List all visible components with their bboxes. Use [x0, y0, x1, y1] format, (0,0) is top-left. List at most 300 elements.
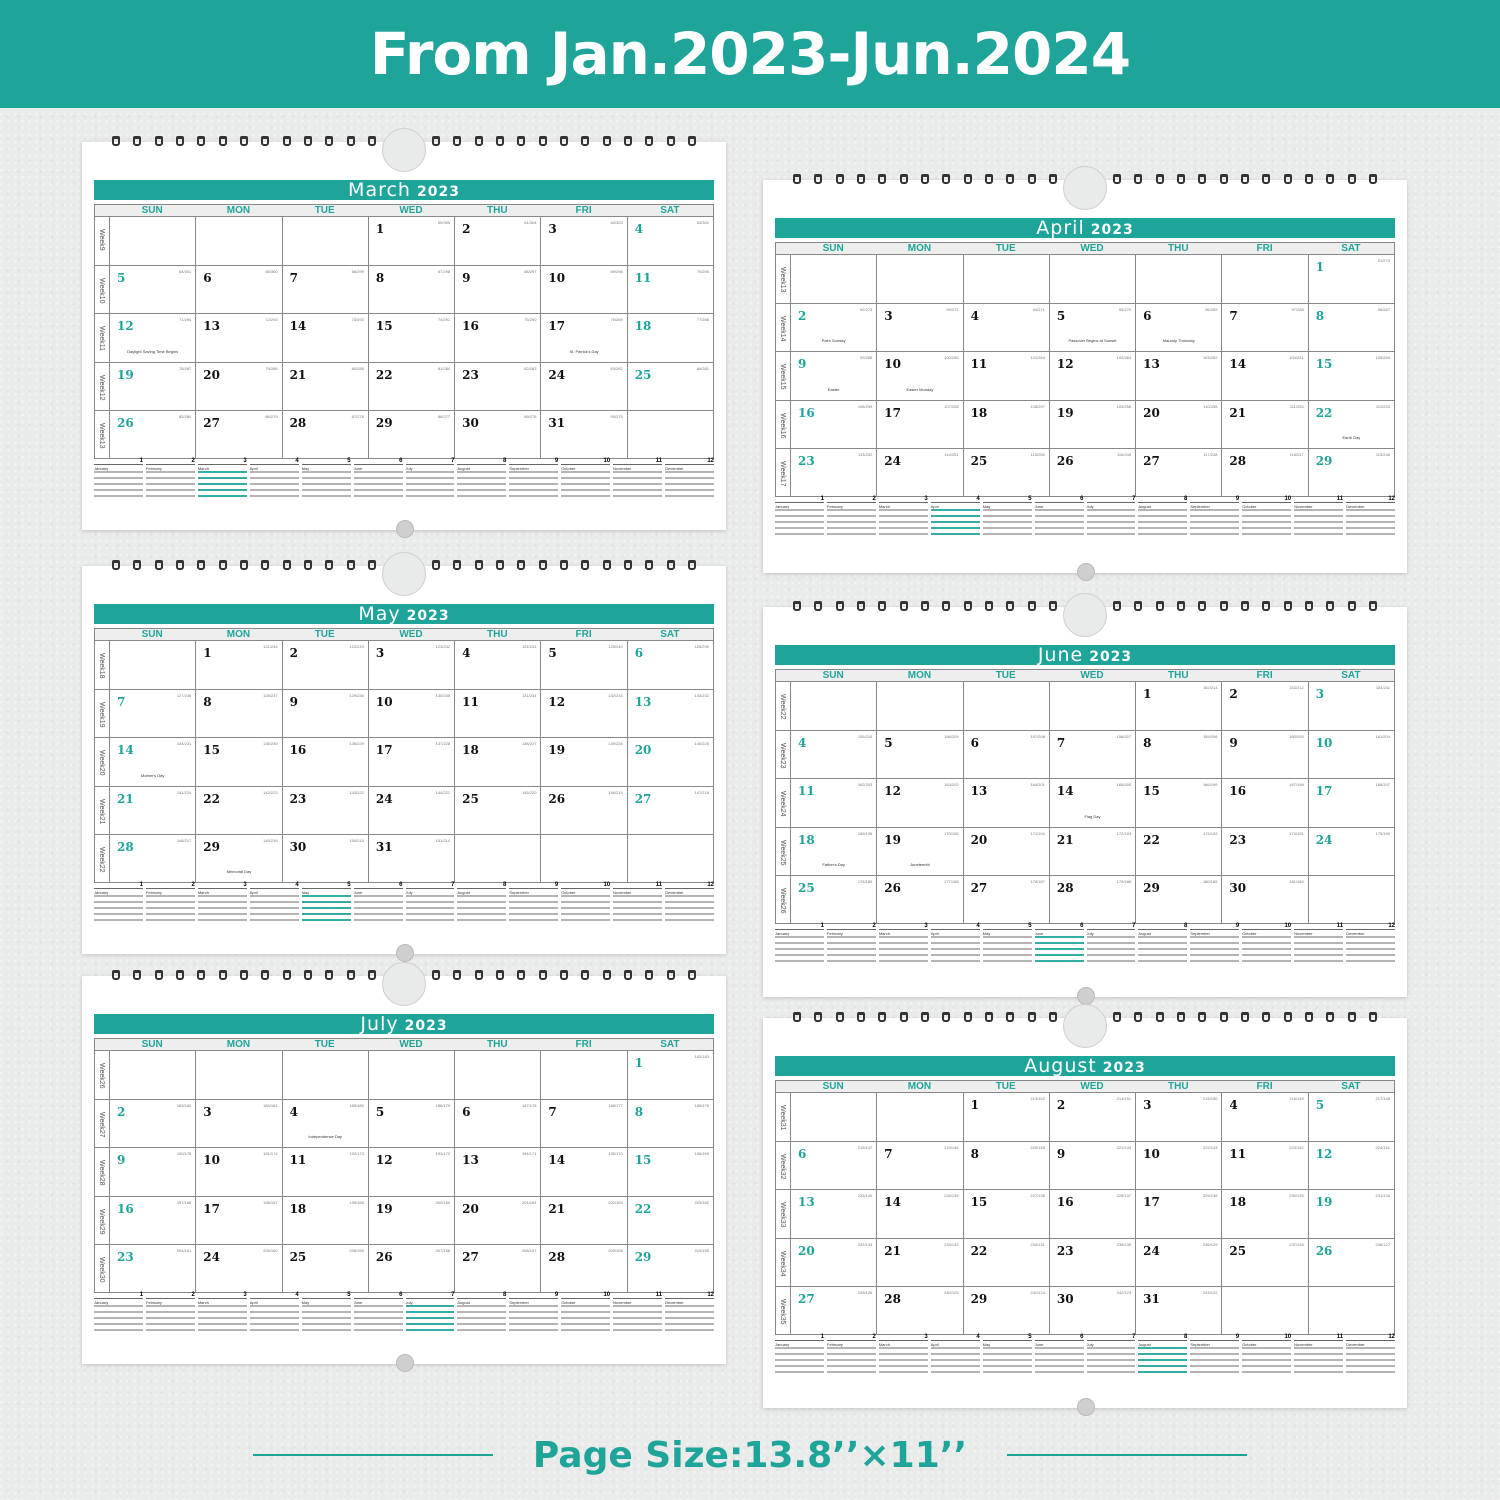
day-cell[interactable]: [1135, 778, 1221, 826]
day-cell[interactable]: [963, 400, 1049, 448]
day-number: 30: [1056, 1291, 1074, 1306]
day-cell[interactable]: [1221, 875, 1307, 923]
day-cell[interactable]: [627, 217, 713, 265]
day-cell[interactable]: [195, 1051, 281, 1099]
day-cell[interactable]: [282, 1099, 368, 1147]
day-cell[interactable]: [1308, 1189, 1394, 1237]
day-of-year: 105/260: [1375, 355, 1390, 361]
day-cell[interactable]: [540, 1244, 626, 1292]
day-cell[interactable]: [454, 265, 540, 313]
day-cell[interactable]: [540, 834, 626, 882]
mini-month: [509, 1292, 559, 1336]
day-cell[interactable]: [1221, 351, 1307, 399]
day-number: 27: [634, 791, 652, 806]
mini-month: [405, 1292, 455, 1336]
mini-month: [1346, 496, 1395, 540]
day-cell[interactable]: [790, 1238, 876, 1286]
binding-ring: [1198, 174, 1206, 184]
day-cell[interactable]: [368, 1147, 454, 1195]
day-cell[interactable]: [1135, 1286, 1221, 1334]
day-cell[interactable]: [540, 689, 626, 737]
day-cell[interactable]: [109, 362, 195, 410]
day-cell[interactable]: [627, 786, 713, 834]
mini-month-number: 10: [603, 882, 611, 888]
day-cell[interactable]: [790, 1093, 876, 1141]
day-cell[interactable]: [627, 834, 713, 882]
day-cell[interactable]: [1221, 1141, 1307, 1189]
day-cell[interactable]: [876, 1189, 962, 1237]
day-cell[interactable]: [540, 313, 626, 361]
day-cell[interactable]: [109, 1051, 195, 1099]
mini-month-number: 10: [1284, 1334, 1292, 1340]
day-cell[interactable]: [368, 313, 454, 361]
day-cell[interactable]: [963, 448, 1049, 496]
mini-month-number: 3: [924, 1334, 928, 1340]
day-cell[interactable]: [876, 682, 962, 730]
month-title-bar: [775, 1056, 1395, 1076]
day-cell[interactable]: [282, 786, 368, 834]
binding-ring: [347, 136, 355, 146]
day-cell[interactable]: [195, 265, 281, 313]
day-cell[interactable]: [195, 834, 281, 882]
day-cell[interactable]: [1308, 1286, 1394, 1334]
day-cell[interactable]: [540, 1147, 626, 1195]
day-of-year: 170/195: [944, 830, 959, 836]
mini-month-name: February: [145, 890, 162, 895]
day-cell[interactable]: [627, 1244, 713, 1292]
month-grid: [94, 204, 714, 459]
day-of-year: 231/134: [1375, 1193, 1390, 1199]
day-cell[interactable]: [1135, 303, 1221, 351]
day-cell[interactable]: [109, 410, 195, 458]
day-cell[interactable]: [540, 737, 626, 785]
day-cell[interactable]: [282, 1147, 368, 1195]
day-of-year: 66/299: [351, 269, 364, 275]
day-cell[interactable]: [195, 1244, 281, 1292]
day-number: 26: [884, 880, 901, 895]
day-cell[interactable]: [368, 1099, 454, 1147]
mini-month-days: [1138, 509, 1187, 539]
mini-month-days: [1035, 1347, 1084, 1377]
day-cell[interactable]: [282, 362, 368, 410]
day-cell[interactable]: [368, 1196, 454, 1244]
day-cell[interactable]: [109, 737, 195, 785]
day-cell[interactable]: [790, 682, 876, 730]
day-cell[interactable]: [1221, 827, 1307, 875]
day-number: 15: [375, 319, 393, 334]
day-cell[interactable]: [963, 1093, 1049, 1141]
day-cell[interactable]: [1049, 448, 1135, 496]
day-cell[interactable]: [1049, 682, 1135, 730]
day-cell[interactable]: [282, 265, 368, 313]
day-cell[interactable]: [627, 1051, 713, 1099]
day-cell[interactable]: [1221, 778, 1307, 826]
week-number: [95, 217, 109, 265]
day-cell[interactable]: [963, 730, 1049, 778]
binding-ring: [368, 560, 376, 570]
day-cell[interactable]: [963, 1238, 1049, 1286]
mini-month-name: September: [1190, 504, 1210, 509]
calendar-page-august: [763, 1018, 1407, 1408]
day-cell[interactable]: [540, 217, 626, 265]
day-cell[interactable]: [454, 217, 540, 265]
day-cell[interactable]: [790, 400, 876, 448]
mini-month-number: 12: [707, 882, 714, 888]
day-of-year: 87/278: [351, 413, 364, 419]
day-cell[interactable]: [540, 1099, 626, 1147]
day-cell[interactable]: [876, 1141, 962, 1189]
weekday-header-tue: TUE: [282, 1039, 368, 1051]
day-cell[interactable]: [195, 1147, 281, 1195]
day-cell[interactable]: [368, 265, 454, 313]
day-cell[interactable]: [454, 641, 540, 689]
day-cell[interactable]: [1135, 448, 1221, 496]
day-cell[interactable]: [963, 682, 1049, 730]
day-cell[interactable]: [1221, 730, 1307, 778]
day-cell[interactable]: [195, 1099, 281, 1147]
day-cell[interactable]: [368, 786, 454, 834]
day-cell[interactable]: [790, 351, 876, 399]
day-of-year: 210/155: [694, 1247, 709, 1253]
day-cell[interactable]: [963, 1189, 1049, 1237]
day-cell[interactable]: [963, 351, 1049, 399]
day-cell[interactable]: [454, 1244, 540, 1292]
day-cell[interactable]: [963, 778, 1049, 826]
binding-ring: [261, 970, 269, 980]
day-of-year: 137/228: [435, 741, 451, 747]
day-cell[interactable]: [876, 448, 962, 496]
day-cell[interactable]: [109, 217, 195, 265]
day-cell[interactable]: [963, 1141, 1049, 1189]
day-cell[interactable]: [627, 410, 713, 458]
mini-month-days: [983, 509, 1032, 539]
day-number: 26: [375, 1249, 393, 1264]
day-cell[interactable]: [790, 778, 876, 826]
day-cell[interactable]: [1221, 255, 1307, 303]
day-cell[interactable]: [282, 217, 368, 265]
day-cell[interactable]: [1135, 1141, 1221, 1189]
day-cell[interactable]: [1308, 1238, 1394, 1286]
day-cell[interactable]: [109, 641, 195, 689]
day-cell[interactable]: [1221, 303, 1307, 351]
day-cell[interactable]: [368, 641, 454, 689]
day-cell[interactable]: [1049, 778, 1135, 826]
mini-month-name: August: [457, 890, 470, 895]
day-cell[interactable]: [876, 303, 962, 351]
day-cell[interactable]: [109, 1196, 195, 1244]
week-number: [776, 730, 790, 778]
day-cell[interactable]: [282, 1196, 368, 1244]
day-cell[interactable]: [454, 1051, 540, 1099]
day-cell[interactable]: [1221, 1238, 1307, 1286]
day-cell[interactable]: [195, 737, 281, 785]
month-grid: [94, 1038, 714, 1293]
day-number: 9: [1056, 1147, 1066, 1162]
day-cell[interactable]: [195, 313, 281, 361]
day-cell[interactable]: [195, 689, 281, 737]
mini-month-name: December: [665, 466, 684, 471]
day-cell[interactable]: [963, 303, 1049, 351]
day-of-year: 100/265: [944, 355, 959, 361]
day-cell[interactable]: [1049, 1238, 1135, 1286]
day-cell[interactable]: [1135, 1238, 1221, 1286]
day-of-year: 163/202: [944, 782, 959, 788]
day-cell[interactable]: [540, 1051, 626, 1099]
day-cell[interactable]: [195, 410, 281, 458]
day-cell[interactable]: [876, 827, 962, 875]
day-cell[interactable]: [282, 1051, 368, 1099]
week-label: Week17: [779, 460, 786, 487]
day-cell[interactable]: [963, 875, 1049, 923]
day-cell[interactable]: [109, 1244, 195, 1292]
day-number: 29: [1143, 880, 1160, 895]
day-of-year: 128/237: [263, 693, 278, 699]
mini-month-number: 2: [191, 1292, 195, 1298]
day-cell[interactable]: [876, 351, 962, 399]
day-cell[interactable]: [368, 217, 454, 265]
day-cell[interactable]: [1221, 1189, 1307, 1237]
day-cell[interactable]: [454, 1196, 540, 1244]
day-number: 26: [1056, 453, 1074, 468]
day-of-year: 88/277: [437, 413, 451, 419]
day-cell[interactable]: [790, 1286, 876, 1334]
day-cell[interactable]: [1049, 827, 1135, 875]
day-cell[interactable]: [282, 641, 368, 689]
day-cell[interactable]: [1308, 827, 1394, 875]
month-title-bar: [94, 604, 714, 624]
day-number: 7: [117, 695, 126, 710]
day-cell[interactable]: [963, 827, 1049, 875]
day-cell[interactable]: [109, 786, 195, 834]
day-cell[interactable]: [1308, 730, 1394, 778]
binding-ring: [475, 136, 483, 146]
holiday-label: St. Patrick's Day: [569, 348, 599, 354]
mini-month: [1190, 1334, 1240, 1378]
day-cell[interactable]: [790, 255, 876, 303]
week-number: [776, 682, 790, 730]
day-cell[interactable]: [963, 255, 1049, 303]
day-cell[interactable]: [627, 362, 713, 410]
day-cell[interactable]: [1308, 255, 1394, 303]
day-cell[interactable]: [109, 834, 195, 882]
day-cell[interactable]: [368, 1244, 454, 1292]
day-cell[interactable]: [627, 737, 713, 785]
day-number: 12: [1056, 357, 1074, 372]
day-cell[interactable]: [540, 362, 626, 410]
day-cell[interactable]: [109, 1099, 195, 1147]
day-cell[interactable]: [1221, 682, 1307, 730]
day-cell[interactable]: [1308, 448, 1394, 496]
day-cell[interactable]: [790, 730, 876, 778]
week-number: [776, 1093, 790, 1141]
binding-ring: [517, 970, 525, 980]
day-of-year: 121/244: [263, 644, 278, 649]
day-cell[interactable]: [790, 1189, 876, 1237]
day-cell[interactable]: [876, 1093, 962, 1141]
day-cell[interactable]: [368, 689, 454, 737]
day-cell[interactable]: [627, 265, 713, 313]
day-cell[interactable]: [1308, 1141, 1394, 1189]
day-cell[interactable]: [454, 737, 540, 785]
day-cell[interactable]: [282, 1244, 368, 1292]
day-number: 3: [375, 646, 385, 660]
bottom-hole: [396, 944, 414, 962]
day-cell[interactable]: [195, 217, 281, 265]
day-cell[interactable]: [109, 265, 195, 313]
day-cell[interactable]: [876, 1286, 962, 1334]
day-cell[interactable]: [790, 448, 876, 496]
day-cell[interactable]: [1308, 400, 1394, 448]
day-cell[interactable]: [1135, 1093, 1221, 1141]
day-cell[interactable]: [454, 362, 540, 410]
mini-month-number: 11: [1336, 496, 1344, 502]
weekday-header-mon: MON: [195, 629, 281, 641]
day-cell[interactable]: [1049, 875, 1135, 923]
day-cell[interactable]: [540, 410, 626, 458]
binding-ring: [325, 136, 333, 146]
day-cell[interactable]: [876, 778, 962, 826]
day-number: 26: [1315, 1243, 1333, 1258]
week-number: [776, 303, 790, 351]
day-cell[interactable]: [195, 641, 281, 689]
day-cell[interactable]: [368, 410, 454, 458]
mini-month: [878, 496, 928, 540]
day-cell[interactable]: [1049, 255, 1135, 303]
day-cell[interactable]: [876, 730, 962, 778]
day-cell[interactable]: [1308, 303, 1394, 351]
day-cell[interactable]: [454, 313, 540, 361]
day-cell[interactable]: [454, 1099, 540, 1147]
binding-ring: [1326, 601, 1334, 611]
mini-month-name: August: [1138, 931, 1151, 936]
binding-ring: [1198, 1012, 1206, 1022]
day-cell[interactable]: [282, 313, 368, 361]
day-cell[interactable]: [876, 875, 962, 923]
day-cell[interactable]: [1308, 778, 1394, 826]
mini-month-days: [775, 509, 824, 539]
day-cell[interactable]: [1049, 351, 1135, 399]
day-cell[interactable]: [368, 737, 454, 785]
day-cell[interactable]: [540, 641, 626, 689]
mini-month: [775, 496, 824, 540]
mini-month-name: December: [1346, 931, 1365, 936]
day-cell[interactable]: [1308, 875, 1394, 923]
day-cell[interactable]: [109, 1147, 195, 1195]
day-cell[interactable]: [540, 1196, 626, 1244]
day-cell[interactable]: [454, 786, 540, 834]
day-cell[interactable]: [627, 641, 713, 689]
day-cell[interactable]: [1308, 1093, 1394, 1141]
binding-ring: [176, 136, 184, 146]
mini-month-days: [302, 471, 351, 501]
day-cell[interactable]: [1049, 730, 1135, 778]
day-number: 18: [1229, 1195, 1247, 1210]
day-cell[interactable]: [195, 786, 281, 834]
mini-month-number: 3: [243, 1292, 247, 1298]
day-cell[interactable]: [1049, 1093, 1135, 1141]
day-number: 27: [970, 880, 988, 895]
day-cell[interactable]: [1135, 875, 1221, 923]
day-cell[interactable]: [1135, 682, 1221, 730]
day-cell[interactable]: [1221, 1093, 1307, 1141]
day-cell[interactable]: [195, 1196, 281, 1244]
day-cell[interactable]: [1049, 1189, 1135, 1237]
day-cell[interactable]: [790, 1141, 876, 1189]
day-cell[interactable]: [627, 1099, 713, 1147]
day-cell[interactable]: [282, 689, 368, 737]
day-cell[interactable]: [876, 1238, 962, 1286]
day-cell[interactable]: [1049, 303, 1135, 351]
day-cell[interactable]: [454, 834, 540, 882]
day-cell[interactable]: [454, 1147, 540, 1195]
mini-month: [145, 1292, 195, 1336]
day-number: 20: [634, 743, 652, 758]
day-cell[interactable]: [1135, 255, 1221, 303]
day-cell[interactable]: [454, 689, 540, 737]
day-cell[interactable]: [1135, 1189, 1221, 1237]
day-cell[interactable]: [109, 689, 195, 737]
day-number: 25: [462, 791, 479, 806]
day-cell[interactable]: [109, 313, 195, 361]
day-cell[interactable]: [1308, 351, 1394, 399]
holiday-label: Independence Day: [308, 1134, 342, 1140]
week-label: Week18: [98, 653, 105, 679]
day-cell[interactable]: [1221, 400, 1307, 448]
day-cell[interactable]: [195, 362, 281, 410]
day-cell[interactable]: [368, 1051, 454, 1099]
day-cell[interactable]: [282, 737, 368, 785]
day-number: 6: [798, 1147, 807, 1162]
mini-month-number: 10: [1284, 496, 1292, 502]
day-cell[interactable]: [790, 827, 876, 875]
weekday-header-thu: THU: [1135, 1081, 1221, 1093]
day-cell[interactable]: [790, 303, 876, 351]
day-cell[interactable]: [1049, 1286, 1135, 1334]
day-cell[interactable]: [1221, 448, 1307, 496]
day-cell[interactable]: [454, 410, 540, 458]
day-cell[interactable]: [1135, 400, 1221, 448]
day-cell[interactable]: [1308, 682, 1394, 730]
day-cell[interactable]: [282, 410, 368, 458]
day-of-year: 133/232: [694, 693, 709, 699]
day-cell[interactable]: [627, 1196, 713, 1244]
day-cell[interactable]: [1135, 351, 1221, 399]
day-cell[interactable]: [540, 786, 626, 834]
day-cell[interactable]: [1221, 1286, 1307, 1334]
day-cell[interactable]: [1135, 730, 1221, 778]
day-cell[interactable]: [368, 362, 454, 410]
day-number: 24: [884, 453, 901, 468]
day-cell[interactable]: [1049, 1141, 1135, 1189]
week-number: [95, 689, 109, 737]
mini-month-name: May: [301, 890, 310, 895]
day-cell[interactable]: [876, 400, 962, 448]
day-cell[interactable]: [1049, 400, 1135, 448]
day-cell[interactable]: [627, 1147, 713, 1195]
day-cell[interactable]: [368, 834, 454, 882]
day-cell[interactable]: [627, 689, 713, 737]
mini-month-number: 5: [1028, 496, 1032, 502]
day-cell[interactable]: [790, 875, 876, 923]
day-cell[interactable]: [1135, 827, 1221, 875]
mini-month-name: February: [145, 466, 162, 471]
day-cell[interactable]: [963, 1286, 1049, 1334]
day-cell[interactable]: [540, 265, 626, 313]
day-cell[interactable]: [627, 313, 713, 361]
day-cell[interactable]: [282, 834, 368, 882]
day-cell[interactable]: [876, 255, 962, 303]
day-of-year: 130/235: [435, 693, 451, 699]
